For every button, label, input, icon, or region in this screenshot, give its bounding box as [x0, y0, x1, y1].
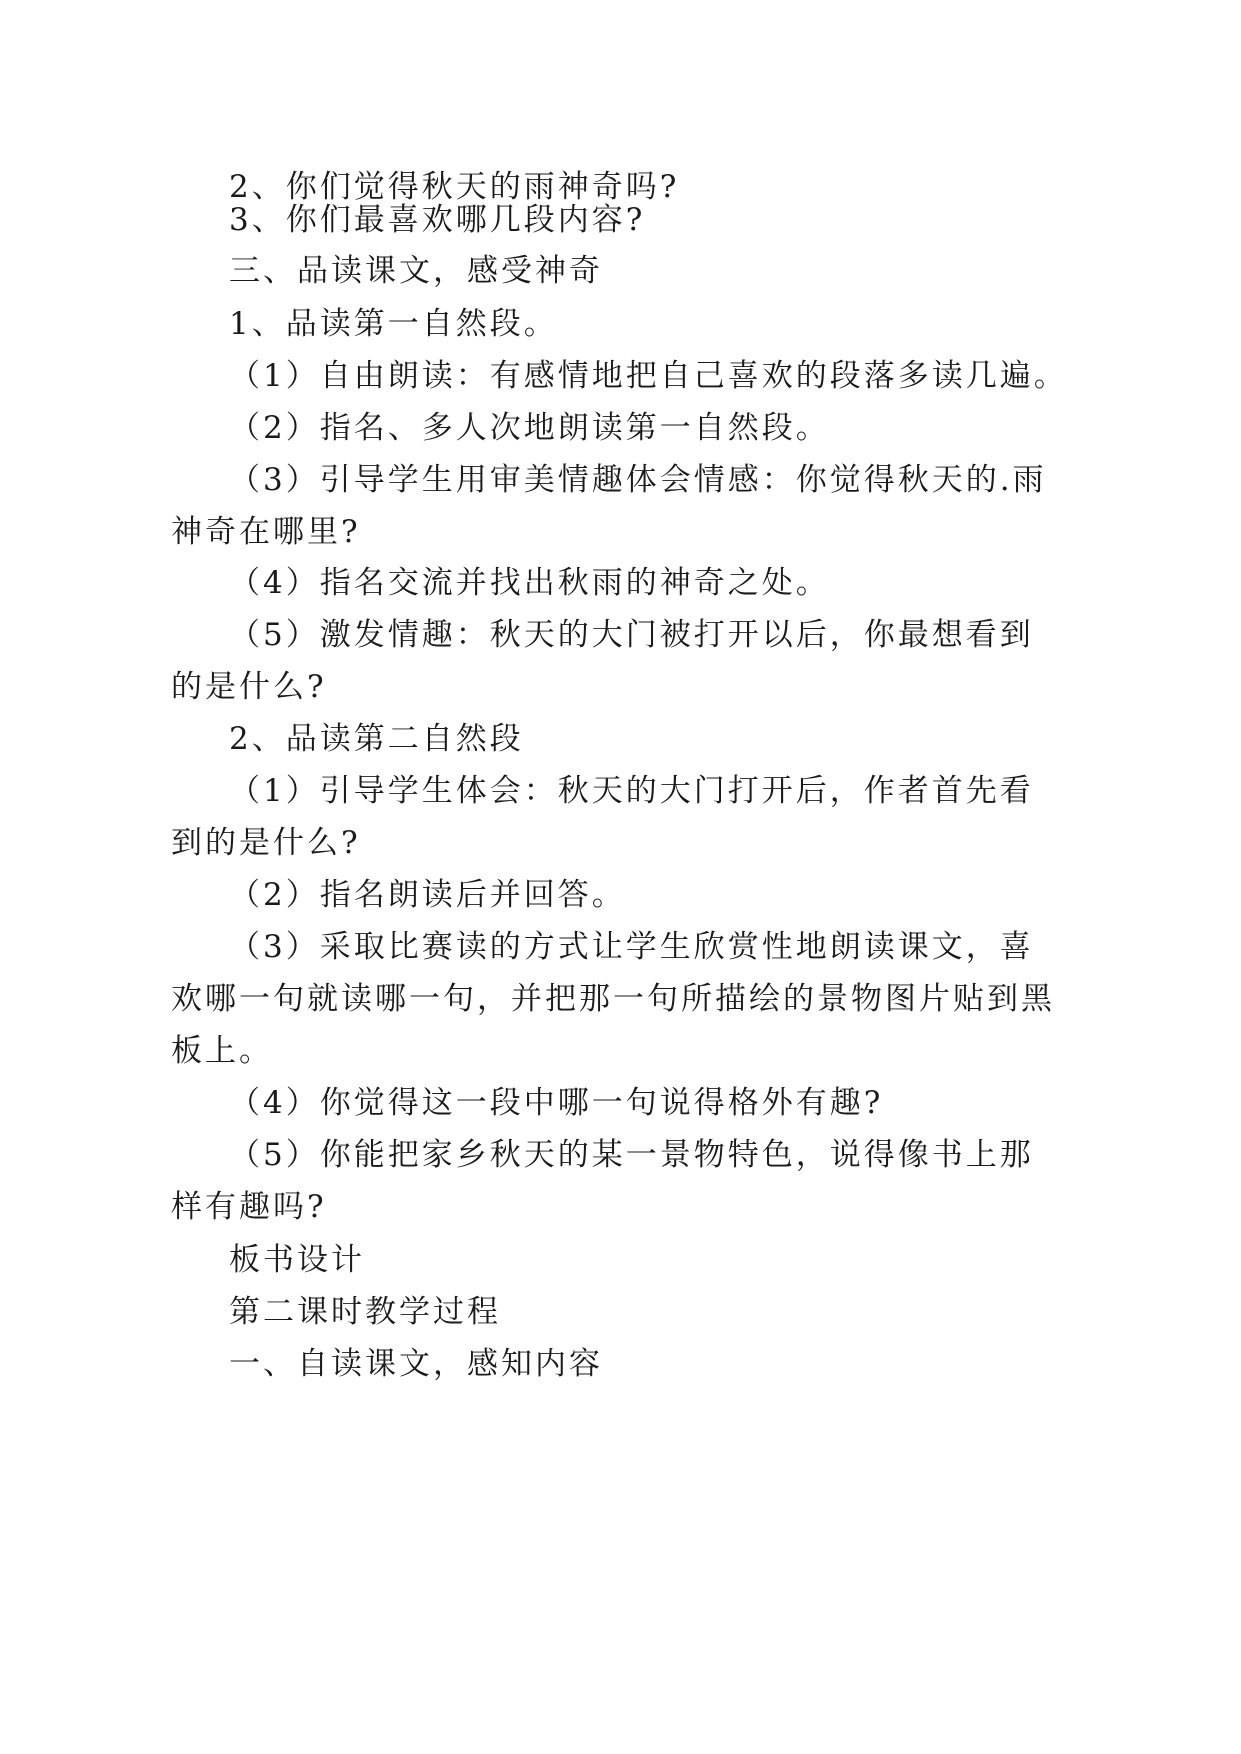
text-line: 欢哪一句就读哪一句，并把那一句所描绘的景物图片贴到黑 [171, 981, 1055, 1017]
text-line: （2）指名朗读后并回答。 [229, 877, 626, 913]
text-line: （3）采取比赛读的方式让学生欣赏性地朗读课文，喜 [229, 929, 1034, 965]
text-line: （5）你能把家乡秋天的某一景物特色，说得像书上那 [229, 1137, 1034, 1173]
text-line: 的是什么? [171, 669, 327, 705]
text-line: 3、你们最喜欢哪几段内容? [229, 202, 646, 238]
section-heading: 三、品读课文，感受神奇 [229, 253, 603, 289]
text-line: 神奇在哪里? [171, 514, 361, 550]
text-line: （5）激发情趣：秋天的大门被打开以后，你最想看到 [229, 617, 1034, 653]
text-line: 到的是什么? [171, 825, 361, 861]
text-line: （4）指名交流并找出秋雨的神奇之处。 [229, 565, 830, 601]
text-line: 板上。 [171, 1033, 273, 1069]
text-line: （2）指名、多人次地朗读第一自然段。 [229, 410, 830, 446]
section-heading: 板书设计 [229, 1242, 365, 1278]
text-line: （1）引导学生体会：秋天的大门打开后，作者首先看 [229, 773, 1034, 809]
text-line: （1）自由朗读：有感情地把自己喜欢的段落多读几遍。 [229, 358, 1068, 394]
text-line: （3）引导学生用审美情趣体会情感：你觉得秋天的.雨 [229, 462, 1047, 498]
text-line: （4）你觉得这一段中哪一句说得格外有趣? [229, 1085, 884, 1121]
section-heading: 一、自读课文，感知内容 [229, 1346, 603, 1382]
text-line: 2、品读第二自然段 [229, 721, 524, 757]
text-line: 样有趣吗? [171, 1189, 327, 1225]
section-heading: 第二课时教学过程 [229, 1294, 501, 1330]
text-line: 2、你们觉得秋天的雨神奇吗? [229, 169, 680, 205]
text-line: 1、品读第一自然段。 [229, 306, 558, 342]
